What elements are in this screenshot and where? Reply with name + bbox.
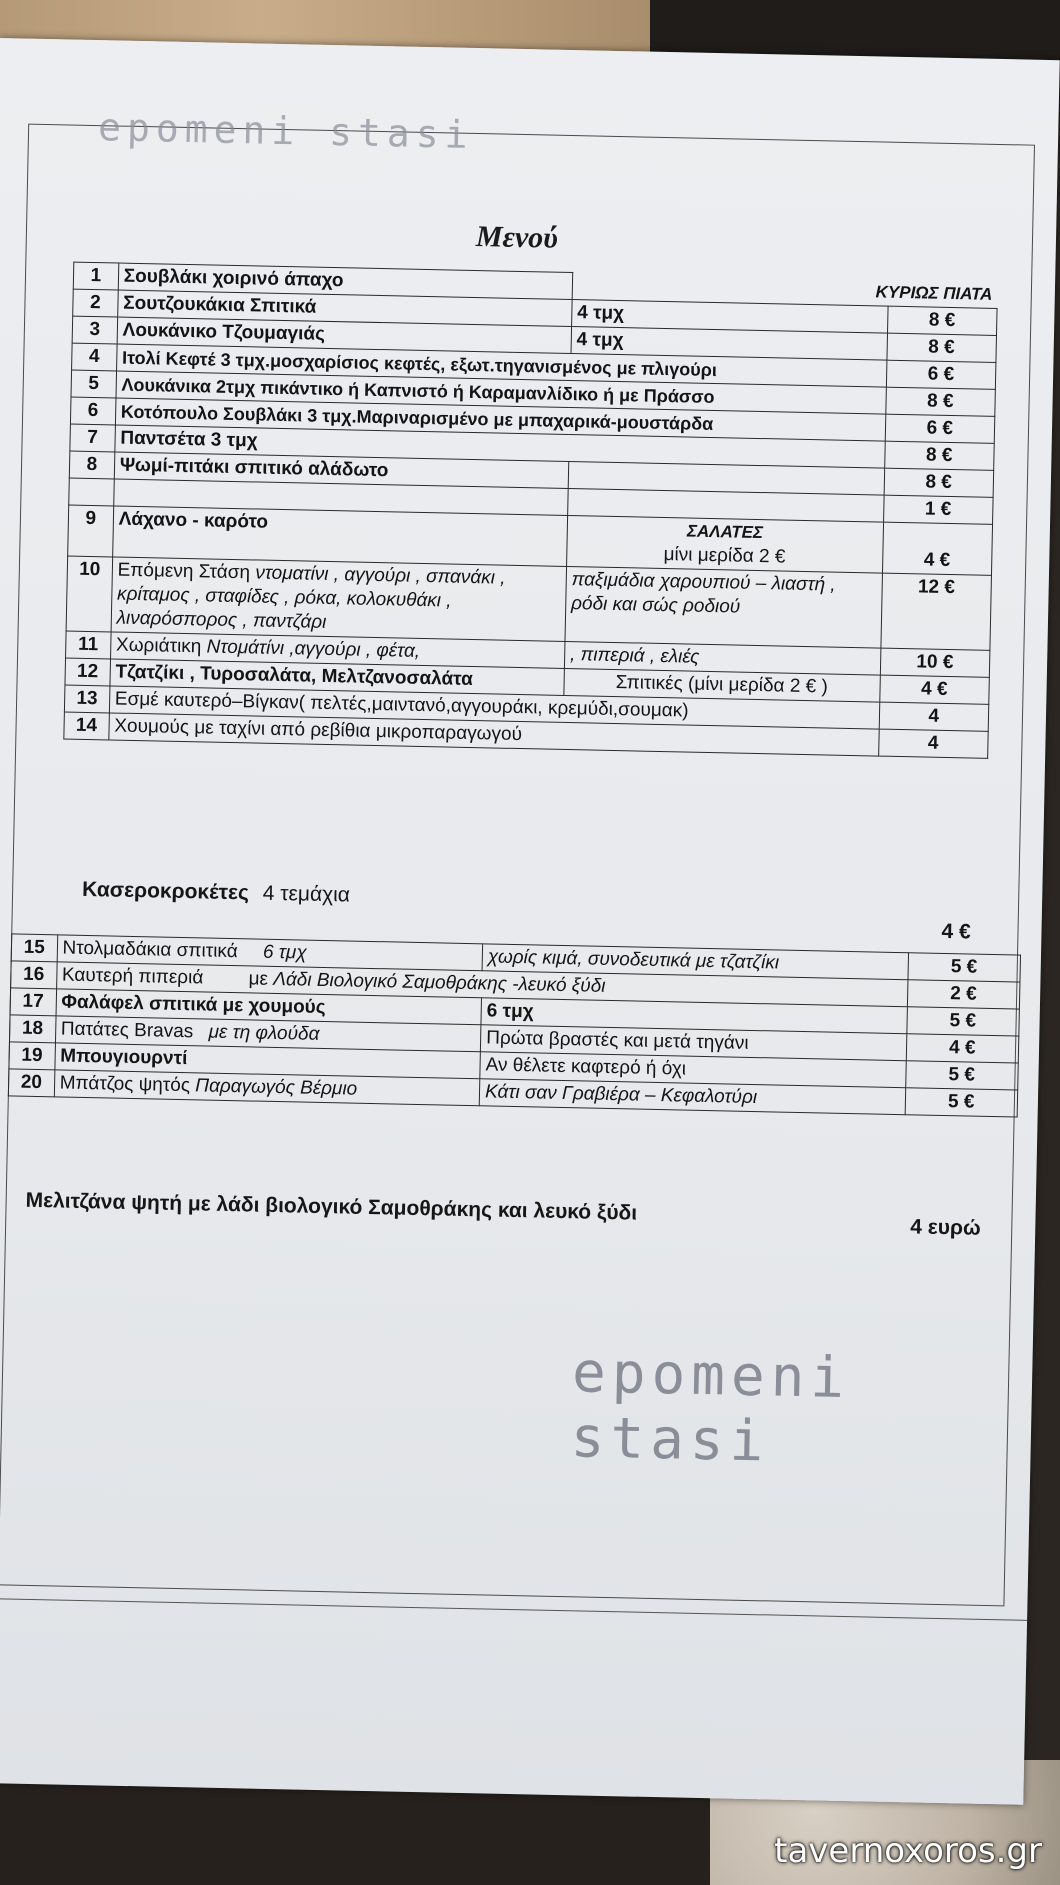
menu-paper [0,38,1060,1805]
item-name: Φαλάφελ σπιτικά με χουμούς [56,989,482,1025]
eggplant-line: Μελιτζάνα ψητή με λάδι βιολογικό Σαμοθράκης και λευκό ξύδι [25,1188,638,1225]
item-name: Πατάτες Bravas [60,1018,194,1043]
eggplant-price: 4 ευρώ [910,1215,981,1240]
item-desc: μίνι μερίδα 2 € [663,544,786,568]
item-desc: 6 τμχ [481,998,907,1034]
item-number: 16 [11,961,57,989]
item-number: 1 [73,262,118,290]
item-name: Χουμούς [114,715,190,739]
item-price: 12 € [880,573,991,650]
item-price: 8 € [884,468,994,497]
item-price: 8 € [885,387,995,416]
item-number: 2 [73,289,118,317]
item-desc: Πρώτα βραστές και μετά τηγάνι [480,1025,906,1061]
item-number: 10 [66,556,112,632]
item-number: 8 [69,451,114,479]
item-desc: πελτές,μαιντανό,αγγουράκι, κρεμύδι,σουμακ) [310,692,689,722]
item-name: Κοτόπουλο Σουβλάκι 3 τμχ.Μαριναρισμένο με μπαχαρικά-μουστάρδα [115,398,885,441]
item-name: Παντσέτα 3 τμχ [115,425,885,468]
item-desc: Κάτι σαν Γραβιέρα – Κεφαλοτύρι [479,1079,905,1115]
salad-header-cell [566,515,883,573]
item-number: 3 [72,316,117,344]
item-qty: 6 τμχ [262,941,307,964]
item-price: 4 [878,729,988,758]
item-number: 14 [64,712,109,740]
item-desc: παξιμάδια χαρουπιού – λιαστή , ρόδι και σώς ροδιού [565,566,882,648]
croquettes-price: 4 € [941,919,971,944]
item-desc: Λάδι Βιολογικό Σαμοθράκης -λευκό ξύδι [273,968,606,997]
item-number: 19 [9,1042,55,1070]
appetizers-table [8,933,1021,1117]
item-qty: με τη φλούδα [208,1021,320,1045]
item-desc: Σπιτικές (μίνι μερίδα 2 € ) [564,668,880,702]
item-price: 8 € [887,306,997,335]
item-number: 13 [64,685,109,713]
item-cell [111,557,567,641]
item-number: 9 [68,505,114,557]
handwriting-top: epomeni stasi [97,105,474,157]
menu-title: Μενού [475,220,559,255]
item-name: Καυτερή πιπεριά [61,964,204,989]
item-name: Λουκάνικα 2τμχ πικάντικο ή Καπνιστό ή Καραμανλίδικο ή με Πράσσο [116,371,886,414]
item-name: Μπάτζος ψητός [59,1072,191,1097]
handwriting-bottom: epomeni stasi [570,1340,851,1475]
item-desc: Αν θέλετε καφτερό ή όχι [480,1052,906,1088]
item-price: 6 € [886,360,996,389]
item-number: 5 [71,370,116,398]
item-number: 18 [9,1015,55,1043]
item-number: 7 [70,424,115,452]
item-name: Λουκάνικο Τζουμαγιάς [117,317,572,354]
item-name: Επόμενη Στάση [117,559,251,584]
item-number: 6 [70,397,115,425]
item-name: Τζατζίκι , Τυροσαλάτα, Μελτζανοσαλάτα [110,659,565,696]
item-desc: Ντομάτίνι ,αγγούρι , φέτα, [206,636,421,662]
item-name: Μπουγιουρντί [54,1043,480,1079]
item-name: Λάχανο - καρότο [112,506,567,566]
item-price: 5 € [907,953,1020,982]
item-price: 5 € [906,1007,1019,1036]
item-price: 6 € [885,414,995,443]
item-desc: 4 τμχ [571,327,887,361]
item-price: 4 € [879,675,989,704]
croquettes-qty: 4 τεμάχια [262,881,351,907]
item-price: 4 € [906,1034,1019,1063]
mains-salads-table [63,262,998,759]
item-name: Σουτζουκάκια Σπιτικά [117,290,572,327]
item-number: 12 [65,658,110,686]
item-qty: με [248,968,269,990]
item-number: 17 [10,988,56,1016]
item-number: 20 [8,1069,54,1097]
item-price: 8 € [884,441,994,470]
item-desc: χωρίς κιμά, συνοδευτικά με τζατζίκι [482,944,908,980]
item-price: 8 € [886,333,996,362]
item-name: Σουβλάκι χοιρινό άπαχο [118,263,573,300]
item-name: Ιτολί Κεφτέ 3 τμχ.μοσχαρίσιος κεφτές, εξωτ.τηγανισμένος με πλιγούρι [116,344,886,387]
item-name: Εσμέ καυτερό–Βίγκαν( [114,688,306,714]
watermark: tavernoxoros.gr [774,1831,1042,1871]
salads-header: ΣΑΛΑΤΕΣ [686,521,764,543]
item-number: 15 [11,934,57,962]
item-price: 4 [879,702,989,731]
item-desc: 4 τμχ [571,300,887,334]
item-price: 5 € [905,1061,1018,1090]
item-price: 5 € [905,1088,1018,1117]
item-desc: , πιπεριά , ελιές [564,641,880,675]
item-number: 4 [72,343,117,371]
item-price: 1 € [883,495,993,524]
item-number: 11 [66,631,111,659]
item-desc: με ταχίνι από ρεβίθια μικροπαραγωγού [194,717,523,746]
item-price: 2 € [907,980,1020,1009]
item-name: Ψωμί-πιτάκι σπιτικό αλάδωτο [114,452,569,489]
item-price: 10 € [880,648,990,677]
mains-header: ΚΥΡΙΩΣ ΠΙΑΤΑ [875,281,993,304]
item-name: Ντολμαδάκια σπιτικά [62,937,238,963]
item-desc: ντοματίνι , αγγούρι , σπανάκι , κρίταμος , σταφίδες , ρόκα, κολοκυθάκι , λιναρόσπορος , παντζάρι [116,562,506,633]
item-name: Χωριάτικη [115,634,202,658]
item-qty: Παραγωγός Βέρμιο [195,1075,358,1100]
croquettes-name: Κασεροκροκέτες [81,877,250,905]
item-price: 4 € [882,522,993,575]
